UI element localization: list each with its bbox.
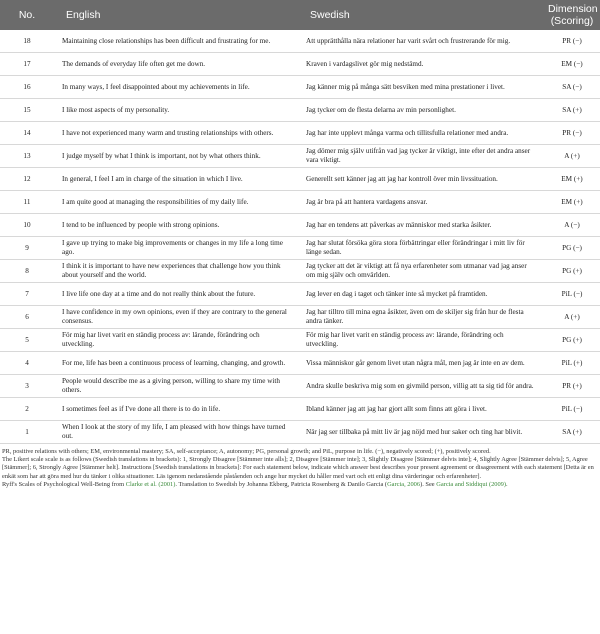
english-statement: I sometimes feel as if I've done all there is to do in life. bbox=[54, 398, 298, 421]
dimension-scoring: PiL (+) bbox=[544, 352, 600, 375]
item-number: 11 bbox=[0, 191, 54, 214]
dimension-scoring: PR (+) bbox=[544, 375, 600, 398]
footnote-abbreviations: PR, positive relations with others; EM, environmental mastery; SA, self-acceptance; A, autonomy; PG, personal growth; and PiL, purpose in life. (−), negatively scored; (+), positively scored. bbox=[2, 448, 491, 455]
table-row bbox=[0, 375, 600, 398]
item-number: 6 bbox=[0, 306, 54, 329]
swedish-statement: Jag har inte upplevt många varma och tillitsfulla relationer med andra. bbox=[298, 122, 544, 145]
swedish-statement: Jag tycker om de flesta delarna av min personlighet. bbox=[298, 99, 544, 122]
english-statement: I like most aspects of my personality. bbox=[54, 99, 298, 122]
item-number: 1 bbox=[0, 421, 54, 444]
header-english: English bbox=[54, 0, 298, 30]
item-number: 18 bbox=[0, 30, 54, 53]
swedish-statement: Jag är bra på att hantera vardagens ansvar. bbox=[298, 191, 544, 214]
item-number: 15 bbox=[0, 99, 54, 122]
swedish-statement: Att upprätthålla nära relationer har varit svårt och frustrerande för mig. bbox=[298, 30, 544, 53]
item-number: 7 bbox=[0, 283, 54, 306]
table-row bbox=[0, 352, 600, 375]
table-footnotes bbox=[0, 444, 600, 489]
table-row bbox=[0, 283, 600, 306]
english-statement: In general, I feel I am in charge of the situation in which I live. bbox=[54, 168, 298, 191]
swedish-statement: Jag har tilltro till mina egna åsikter, även om de skiljer sig från hur de flesta andra tänker. bbox=[298, 306, 544, 329]
table-row bbox=[0, 260, 600, 283]
table-row bbox=[0, 306, 600, 329]
dimension-scoring: PG (−) bbox=[544, 237, 600, 260]
english-statement: I think it is important to have new experiences that challenge how you think about yourself and the world. bbox=[54, 260, 298, 283]
item-number: 16 bbox=[0, 76, 54, 99]
swedish-statement: Vissa människor går genom livet utan några mål, men jag är inte en av dem. bbox=[298, 352, 544, 375]
swedish-statement: Jag känner mig på många sätt besviken med mina prestationer i livet. bbox=[298, 76, 544, 99]
english-statement: I am quite good at managing the responsibilities of my daily life. bbox=[54, 191, 298, 214]
swedish-statement: Generellt sett känner jag att jag har kontroll över min livssituation. bbox=[298, 168, 544, 191]
footnote-source-text: . bbox=[505, 480, 508, 488]
dimension-scoring: SA (+) bbox=[544, 99, 600, 122]
item-number: 5 bbox=[0, 329, 54, 352]
table-header-row bbox=[0, 0, 600, 30]
citation-link-garcia[interactable]: Garcia, 2006 bbox=[387, 480, 421, 488]
table-row bbox=[0, 99, 600, 122]
english-statement: I have confidence in my own opinions, even if they are contrary to the general consensus. bbox=[54, 306, 298, 329]
dimension-scoring: PR (−) bbox=[544, 122, 600, 145]
table-row bbox=[0, 30, 600, 53]
english-statement: I judge myself by what I think is important, not by what others think. bbox=[54, 145, 298, 168]
table-row bbox=[0, 122, 600, 145]
swedish-statement: Jag dömer mig själv utifrån vad jag tycker är viktigt, inte efter det andra anser vara viktigt. bbox=[298, 145, 544, 168]
swedish-statement: Jag har en tendens att påverkas av människor med starka åsikter. bbox=[298, 214, 544, 237]
dimension-scoring: A (+) bbox=[544, 145, 600, 168]
footnote-source bbox=[2, 481, 596, 489]
item-number: 8 bbox=[0, 260, 54, 283]
swedish-statement: För mig har livet varit en ständig process av: lärande, förändring och utveckling. bbox=[298, 329, 544, 352]
table-row bbox=[0, 191, 600, 214]
dimension-scoring: A (+) bbox=[544, 306, 600, 329]
citation-link-clarke[interactable]: Clarke et al. (2001) bbox=[125, 480, 176, 488]
citation-link-garcia-siddiqui[interactable]: Garcia and Siddiqui (2009) bbox=[436, 480, 506, 488]
table-row bbox=[0, 214, 600, 237]
dimension-scoring: PR (−) bbox=[544, 30, 600, 53]
item-number: 2 bbox=[0, 398, 54, 421]
english-statement: When I look at the story of my life, I am pleased with how things have turned out. bbox=[54, 421, 298, 444]
item-number: 17 bbox=[0, 53, 54, 76]
english-statement: I have not experienced many warm and trusting relationships with others. bbox=[54, 122, 298, 145]
footnote-source-text: . Translation to Swedish by Johanna Ekberg, Patricia Rosenberg & Danilo Garcia ( bbox=[175, 480, 388, 488]
footnote-source-text: ). See bbox=[420, 480, 437, 488]
swedish-statement: Kraven i vardagslivet gör mig nedstämd. bbox=[298, 53, 544, 76]
english-statement: People would describe me as a giving person, willing to share my time with others. bbox=[54, 375, 298, 398]
swedish-statement: När jag ser tillbaka på mitt liv är jag nöjd med hur saker och ting har blivit. bbox=[298, 421, 544, 444]
dimension-scoring: PiL (−) bbox=[544, 398, 600, 421]
table-row bbox=[0, 237, 600, 260]
english-statement: Maintaining close relationships has been difficult and frustrating for me. bbox=[54, 30, 298, 53]
swedish-statement: Ibland känner jag att jag har gjort allt som finns att göra i livet. bbox=[298, 398, 544, 421]
header-dimension bbox=[544, 0, 600, 30]
dimension-scoring: PG (+) bbox=[544, 329, 600, 352]
english-statement: För mig har livet varit en ständig process av: lärande, förändring och utveckling. bbox=[54, 329, 298, 352]
swedish-statement: Jag har slutat försöka göra stora förbättringar eller förändringar i mitt liv för länge sedan. bbox=[298, 237, 544, 260]
english-statement: I tend to be influenced by people with strong opinions. bbox=[54, 214, 298, 237]
item-number: 4 bbox=[0, 352, 54, 375]
item-number: 10 bbox=[0, 214, 54, 237]
header-dimension-label: Dimension bbox=[548, 3, 598, 15]
dimension-scoring: A (−) bbox=[544, 214, 600, 237]
table-row bbox=[0, 421, 600, 444]
item-number: 3 bbox=[0, 375, 54, 398]
dimension-scoring: SA (−) bbox=[544, 76, 600, 99]
item-number: 13 bbox=[0, 145, 54, 168]
table-row bbox=[0, 329, 600, 352]
item-number: 12 bbox=[0, 168, 54, 191]
header-no: No. bbox=[0, 0, 54, 30]
swedish-statement: Andra skulle beskriva mig som en givmild person, villig att ta sig tid för andra. bbox=[298, 375, 544, 398]
english-statement: I live life one day at a time and do not really think about the future. bbox=[54, 283, 298, 306]
dimension-scoring: SA (+) bbox=[544, 421, 600, 444]
item-number: 9 bbox=[0, 237, 54, 260]
header-scoring-label: (Scoring) bbox=[550, 15, 594, 27]
dimension-scoring: EM (−) bbox=[544, 53, 600, 76]
english-statement: I gave up trying to make big improvements or changes in my life a long time ago. bbox=[54, 237, 298, 260]
table-row bbox=[0, 145, 600, 168]
english-statement: For me, life has been a continuous process of learning, changing, and growth. bbox=[54, 352, 298, 375]
table-row bbox=[0, 398, 600, 421]
header-swedish: Swedish bbox=[298, 0, 544, 30]
footnote-source-text: Ryff's Scales of Psychological Well-Being from bbox=[2, 480, 126, 488]
item-number: 14 bbox=[0, 122, 54, 145]
dimension-scoring: EM (+) bbox=[544, 168, 600, 191]
dimension-scoring: EM (+) bbox=[544, 191, 600, 214]
dimension-scoring: PG (+) bbox=[544, 260, 600, 283]
dimension-scoring: PiL (−) bbox=[544, 283, 600, 306]
table-row bbox=[0, 168, 600, 191]
english-statement: The demands of everyday life often get me down. bbox=[54, 53, 298, 76]
english-statement: In many ways, I feel disappointed about my achievements in life. bbox=[54, 76, 298, 99]
swedish-statement: Jag lever en dag i taget och tänker inte så mycket på framtiden. bbox=[298, 283, 544, 306]
swedish-statement: Jag tycker att det är viktigt att få nya erfarenheter som utmanar vad jag anser om mig själv och omvärlden. bbox=[298, 260, 544, 283]
table-row bbox=[0, 76, 600, 99]
footnote-likert: The Likert scale scale is as follows (Swedish translations in brackets): 1, Strongly Disagree [Stämmer inte alls]; 2, Disagree [Stämmer inte]; 3, Slightly Disagree [Stämmer delvis inte]; 4, Slightly Agree [Stämmer delvis]; 5, Agree [Stämmer]; 6, Strongly Agree [Stämmer helt]. Instructions [Swedish translations in brackets]: For each statement below, indicate which answer best describes your present agreement or disagreement with each statement [Detta är en enkät som har att göra med hur du tänker i olika situationer. Läs igenom nedanstående påståenden och ange hur mycket du håller med vart och ett enligt dina värderingar och erfarenheter]. bbox=[2, 456, 594, 480]
table-row bbox=[0, 53, 600, 76]
